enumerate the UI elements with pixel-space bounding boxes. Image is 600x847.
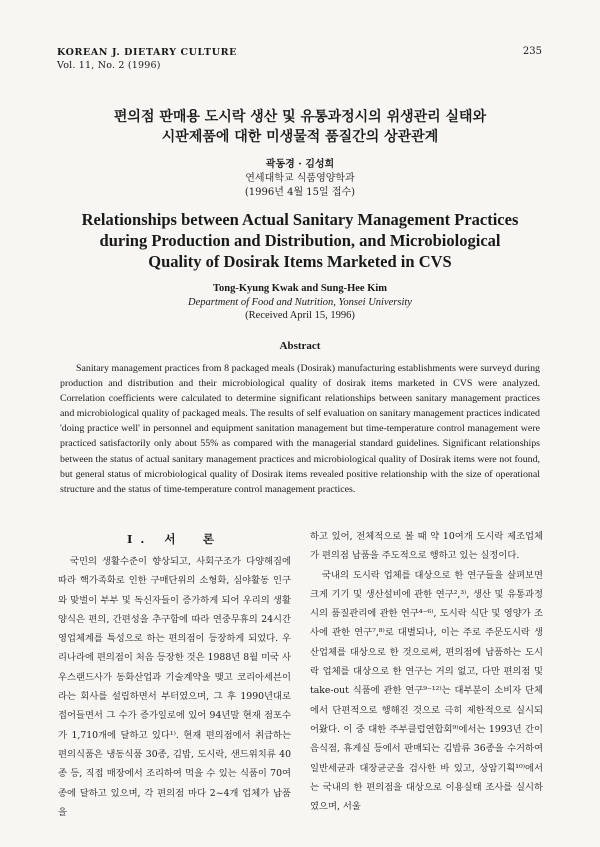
korean-received-date: (1996년 4월 15일 접수)	[244, 187, 356, 198]
korean-title-line1: 편의점 판매용 도시락 생산 및 유통과정시의 위생관리 실태와	[113, 109, 487, 125]
right-column	[310, 527, 543, 816]
english-title-line3: Quality of Dosirak Items Marketed in CVS	[148, 252, 452, 271]
journal-name: KOREAN J. DIETARY CULTURE	[57, 47, 237, 58]
intro-paragraph-2: 국내의 도시락 업체를 대상으로 한 연구들을 살펴보면 크게 기기 및 생산설비에 관한 연구²,³⁾, 생산 및 유통과정시의 품질관리에 관한 연구⁴⁻⁶⁾, 도시락 식단 및 영양가 조사에 관한 연구⁷,⁸⁾로 대별되나, 이는 주로 주문도시락 생산업체를 대상으로 한 것으로써, 편의점에 납품하는 도시락 업체를 대상으로 한 연구는 거의 없고, 다만 편의점 및 take-out 식품에 관한 연구⁹⁻¹²⁾는 대부분이 소비자 단체에서 단편적으로 행해진 것으로 극히 제한적으로 실시되어왔다. 이 중 대한 주부클럽연합회⁹⁾에서는 1993년 간이 음식점, 휴게실 등에서 판매되는 김밥류 36종을 수거하여 일반세균과 대장균군을 검사한 바 있고, 상암기획¹⁰⁾에서는 국내의 한 편의점을 대상으로 이용실태 조사를 실시하였으며, 서울	[310, 569, 543, 813]
english-title-line2: during Production and Distribution, and Microbiological	[99, 231, 501, 250]
korean-title	[0, 107, 600, 147]
korean-authors-block	[0, 158, 600, 200]
journal-info	[57, 46, 237, 72]
left-column	[58, 527, 291, 822]
english-title-line1: Relationships between Actual Sanitary Management Practices	[81, 210, 519, 229]
abstract-heading: Abstract	[279, 340, 321, 352]
english-received-date: (Received April 15, 1996)	[245, 310, 355, 321]
intro-paragraph-1-continued: 하고 있어, 전체적으로 볼 때 약 10여개 도시락 제조업체가 편의점 납품을 주도적으로 행하고 있는 실정이다.	[310, 531, 543, 562]
page-number: 235	[522, 46, 542, 57]
journal-volume: Vol. 11, No. 2 (1996)	[57, 60, 161, 71]
korean-author-names: 곽동경 · 김성희	[265, 159, 335, 170]
english-authors-block	[0, 282, 600, 323]
english-author-names: Tong-Kyung Kwak and Sung-Hee Kim	[212, 283, 388, 294]
english-department: Department of Food and Nutrition, Yonsei University	[188, 296, 412, 308]
korean-title-line2: 시판제품에 대한 미생물적 품질간의 상관관계	[161, 129, 439, 145]
intro-paragraph-1: 국민의 생활수준이 향상되고, 사회구조가 다양해짐에 따라 핵가족화로 인한 구매단위의 소형화, 심야활동 인구와 맞벌이 부부 및 독신자들이 증가하게 되어 우리의 생활양식은 편의, 간편성을 추구함에 따라 연중무휴의 24시간 영업체계를 특성으로 하는 편의점이 등장하게 되었다. 우리나라에 편의점이 처음 등장한 것은 1988년 8월 미국 사우스랜드사가 동화산업과 기술계약을 맺고 코리아세븐이라는 회사를 설립하면서 부터였으며, 그 후 1990년대로 접어들면서 그 수가 증가일로에 있어 94년말 현재 점포수가 1,710개에 달하고 있다¹⁾. 현재 편의점에서 취급하는 편의식품은 냉동식품 30종, 김밥, 도시락, 샌드위치류 40종 등, 직접 매장에서 조리하여 먹을 수 있는 식품이 70여종에 달하고 있으며, 각 편의점 마다 2~4개 업체가 납품을	[58, 556, 291, 818]
abstract-text: Sanitary management practices from 8 packaged meals (Dosirak) manufacturing establishments were surveyd during production and distribution and their microbiological quality of dosirak items marketed in CVS were analyzed. Correlation coefficients were calculated to determine significant relationships between sanitary management practices and microbiological quality of packaged meals. The results of self evaluation on sanitary management practices indicated 'doing practice well' in personnel and equipment sanitation management but time-temperature control management were practiced satisfactorily only about 55% as compared with the managerial standard guidelines. Significant relationships between the status of actual sanitary management practices and microbiological quality of Dosirak items were not found, but general status of microbiological quality of Dosirak items revealed positive relationship with the size of operational structure and the status of time-temperature control management practices.	[60, 363, 540, 495]
section-heading-introduction: I. 서 론	[126, 532, 223, 546]
english-title	[0, 209, 600, 272]
korean-affiliation: 연세대학교 식품영양학과	[245, 173, 355, 184]
